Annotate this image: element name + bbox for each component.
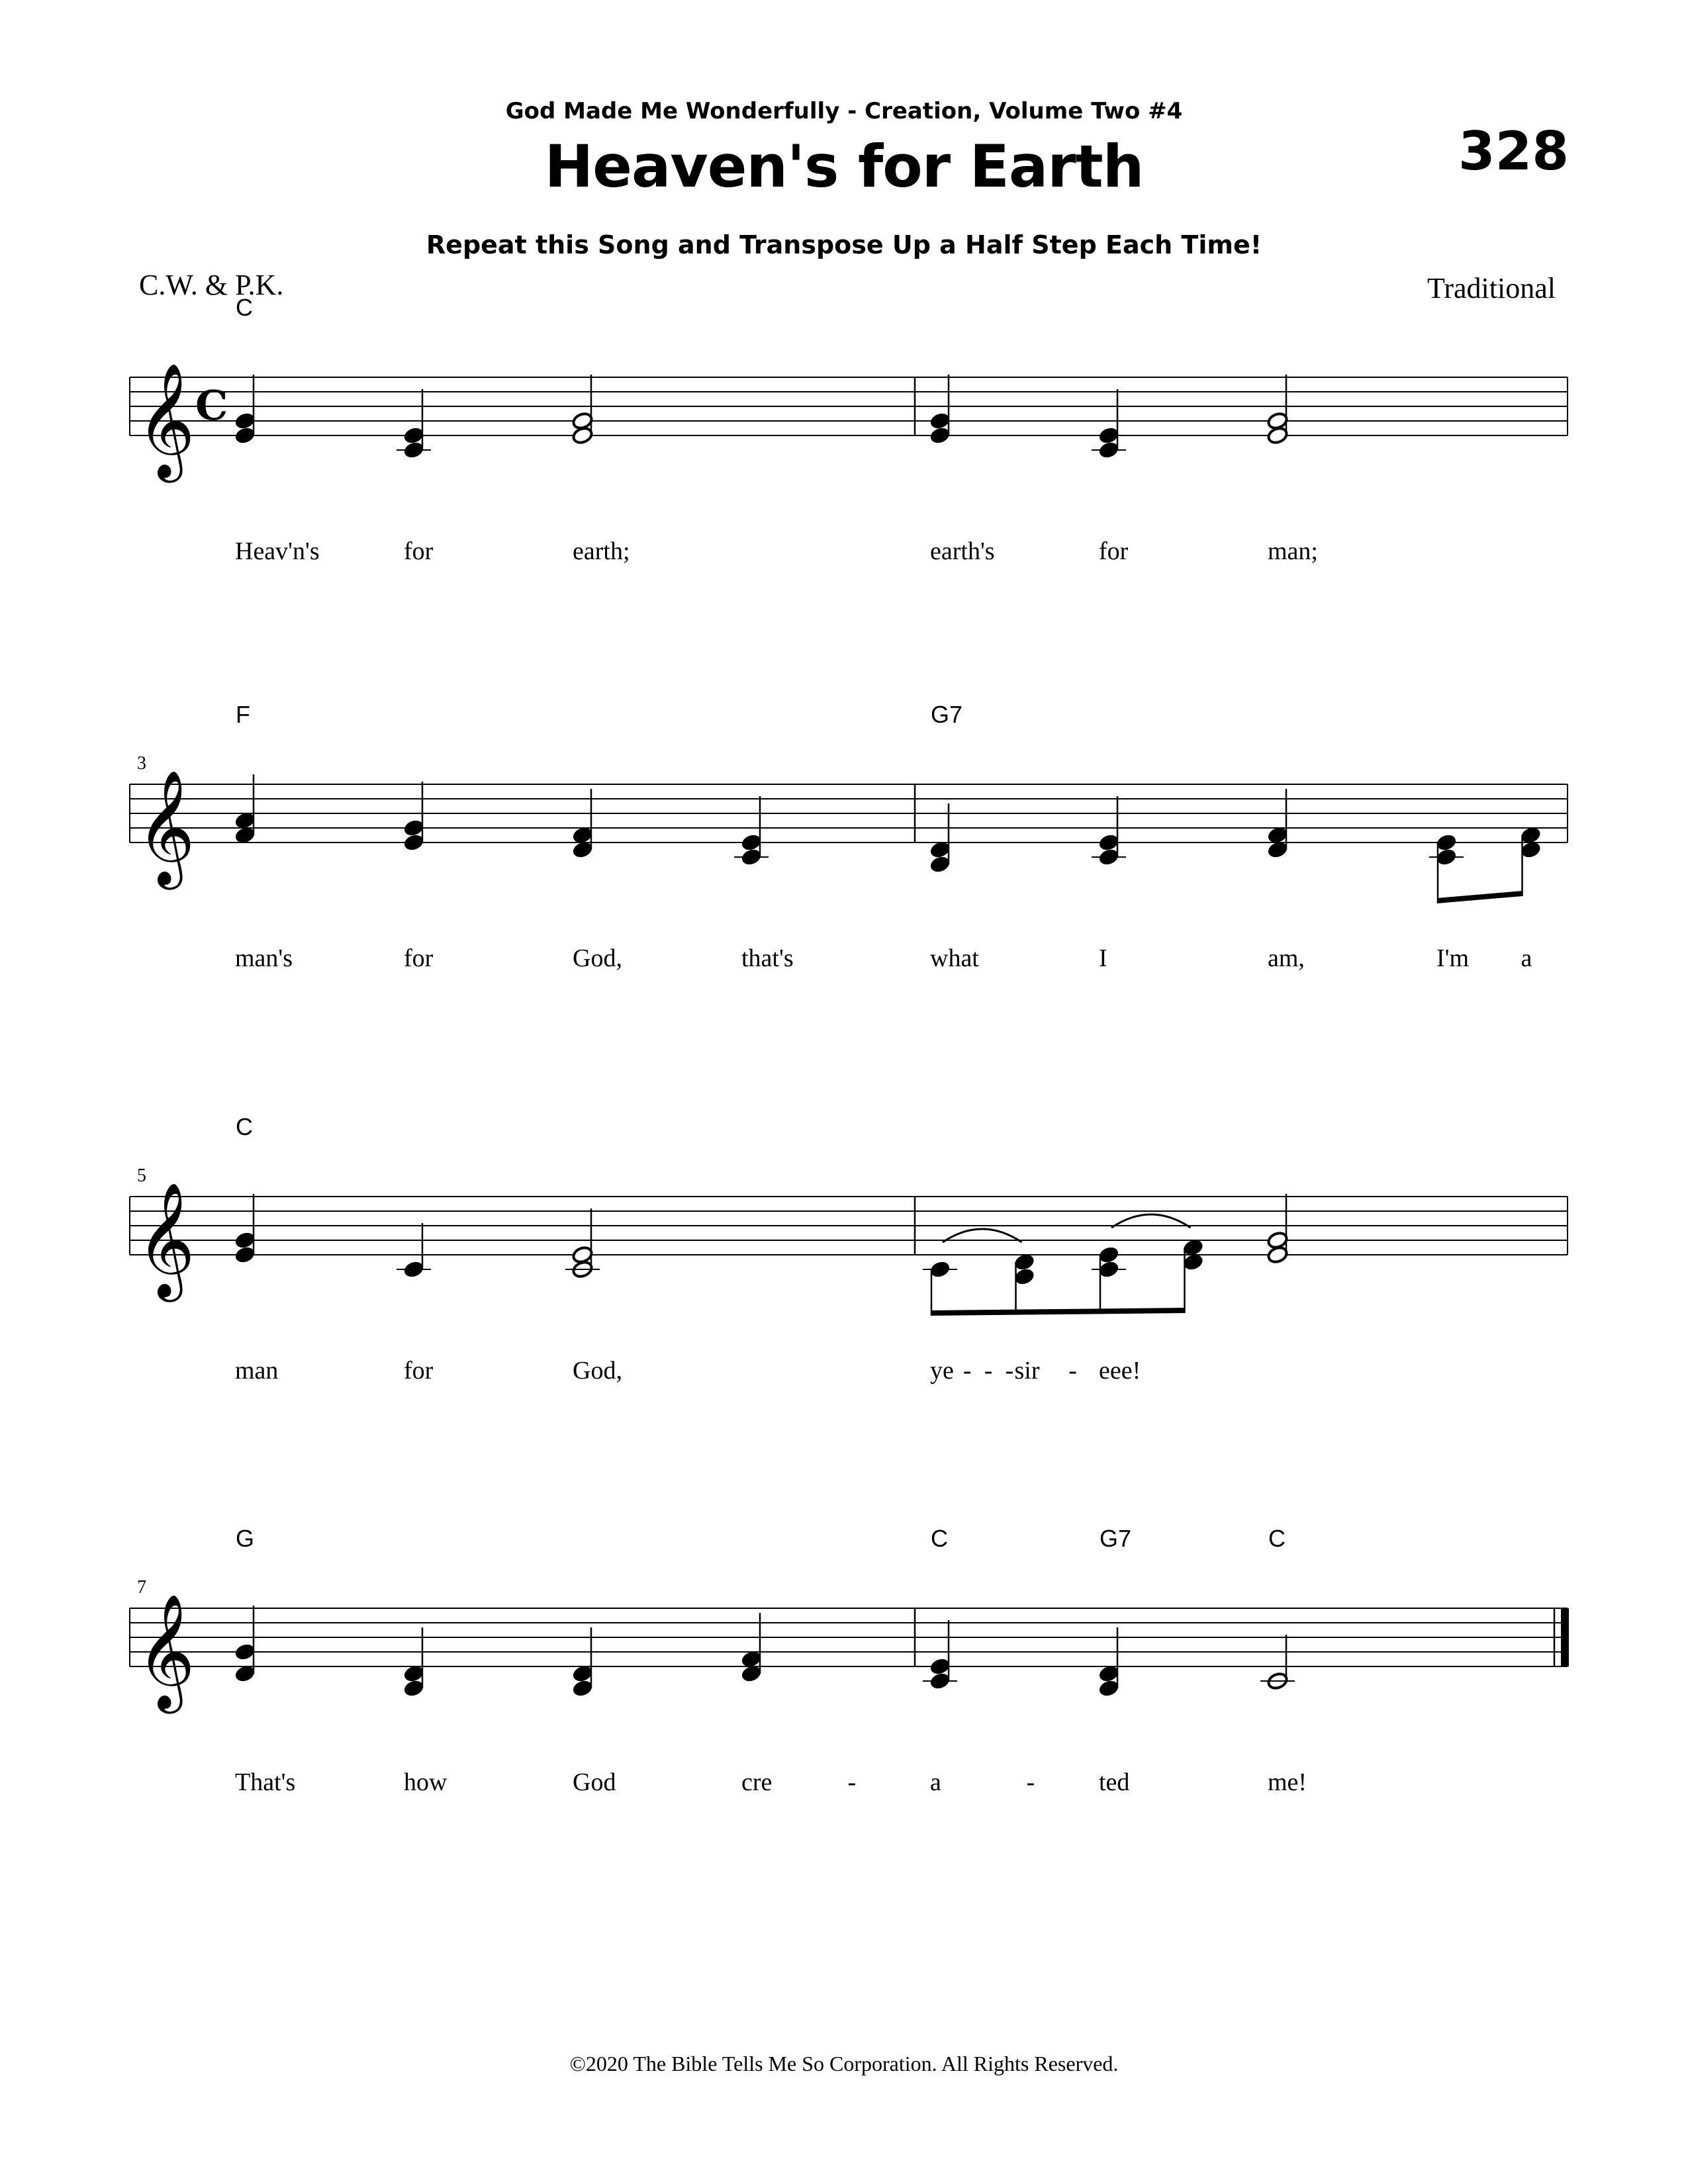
lyric-syllable: God, xyxy=(573,1357,622,1385)
chord-symbol: C xyxy=(236,1113,253,1140)
lyric-syllable: God, xyxy=(573,944,622,972)
treble-clef-icon: 𝄞 xyxy=(136,363,195,478)
lyric-syllable: a xyxy=(930,1768,941,1796)
lyric-syllable: earth's xyxy=(930,537,995,565)
time-signature: C xyxy=(195,381,228,430)
notehead xyxy=(1013,1267,1035,1286)
notehead xyxy=(234,1245,256,1264)
lyric-syllable: cre xyxy=(741,1768,773,1796)
notehead xyxy=(234,426,256,445)
staff-system xyxy=(130,1113,1568,1385)
notehead xyxy=(1098,1245,1119,1264)
treble-clef-icon: 𝄞 xyxy=(136,1182,195,1297)
note-chord xyxy=(234,375,256,445)
lyric-syllable: earth; xyxy=(573,537,630,565)
lyric-syllable: man xyxy=(235,1357,279,1385)
lyric-syllable: I'm xyxy=(1436,944,1470,972)
lyric-syllable: I xyxy=(1099,944,1107,972)
lyric-syllable: how xyxy=(404,1768,447,1796)
chord-symbol: G7 xyxy=(1100,1525,1132,1552)
note-chord xyxy=(1520,825,1542,896)
notehead xyxy=(929,854,951,874)
notehead xyxy=(929,411,951,430)
notehead xyxy=(571,426,593,445)
notehead xyxy=(234,411,256,430)
note-chord xyxy=(1092,389,1126,460)
notehead xyxy=(402,833,424,852)
note-beam xyxy=(931,1308,1186,1316)
lyric-syllable: - xyxy=(847,1768,857,1796)
lyric-syllable: for xyxy=(404,537,434,565)
notehead xyxy=(1266,426,1288,445)
note-chord xyxy=(565,1208,600,1279)
treble-clef-icon: 𝄞 xyxy=(136,1594,195,1709)
lyric-syllable: am, xyxy=(1268,944,1305,972)
lyric-syllable: for xyxy=(404,1357,434,1385)
note-chord xyxy=(734,796,769,867)
lyric-syllable: ted xyxy=(1099,1768,1130,1796)
chord-symbol: G xyxy=(236,1525,255,1552)
note-chord xyxy=(923,1620,957,1691)
staff-system xyxy=(130,701,1568,972)
note-chord xyxy=(1182,1238,1204,1313)
chord-symbol: F xyxy=(236,701,250,728)
notehead xyxy=(1435,833,1457,852)
note-chord xyxy=(397,389,431,460)
lyric-syllable: sir xyxy=(1014,1357,1040,1385)
lyric-syllable: what xyxy=(930,944,979,972)
lyric-syllable: - xyxy=(1026,1768,1035,1796)
lyric-syllable: That's xyxy=(235,1768,296,1796)
staff-system xyxy=(130,1525,1569,1796)
lyricist-credit: C.W. & P.K. xyxy=(139,269,284,301)
lyric-syllable: - xyxy=(1068,1357,1077,1385)
note-chord xyxy=(1266,375,1288,445)
lyric-syllable: - xyxy=(962,1357,972,1385)
note-chord xyxy=(402,782,424,852)
note-chord xyxy=(1260,1635,1295,1691)
copyright-notice: ©2020 The Bible Tells Me So Corporation. All Rights Reserved. xyxy=(569,2052,1119,2075)
notehead xyxy=(1266,1245,1288,1264)
notehead xyxy=(234,1230,256,1250)
note-chord xyxy=(571,375,593,445)
note-chord xyxy=(397,1223,431,1279)
staff-system xyxy=(130,294,1568,565)
lyric-syllable: man; xyxy=(1268,537,1318,565)
chord-symbol: C xyxy=(931,1525,948,1552)
chord-symbol: C xyxy=(236,294,253,321)
lyric-syllable: for xyxy=(1099,537,1129,565)
composer-credit: Traditional xyxy=(1427,272,1556,304)
notehead xyxy=(402,1678,424,1698)
notehead xyxy=(234,1642,256,1661)
lyric-syllable: for xyxy=(404,944,434,972)
notehead xyxy=(929,426,951,445)
chord-symbol: C xyxy=(1268,1525,1286,1552)
lyric-syllable: ye xyxy=(930,1357,954,1385)
notehead xyxy=(1098,426,1119,445)
notehead xyxy=(402,426,424,445)
final-barline xyxy=(1561,1608,1569,1666)
lyric-syllable: eee! xyxy=(1099,1357,1141,1385)
note-chord xyxy=(1266,1194,1288,1265)
note-beam xyxy=(1437,891,1523,903)
notehead xyxy=(740,833,762,852)
note-chord xyxy=(234,1606,256,1684)
notehead xyxy=(1098,833,1119,852)
note-chord xyxy=(1092,1245,1126,1314)
measure-number: 7 xyxy=(137,1577,146,1598)
note-chord xyxy=(923,1259,957,1316)
lyric-syllable: God xyxy=(573,1768,616,1796)
treble-clef-icon: 𝄞 xyxy=(136,770,195,885)
song-title: Heaven's for Earth xyxy=(544,132,1144,201)
note-chord xyxy=(929,375,951,445)
note-chord xyxy=(1013,1252,1035,1314)
note-chord xyxy=(1092,796,1126,867)
notehead xyxy=(929,1657,951,1676)
chord-symbol: G7 xyxy=(931,701,963,728)
lyric-syllable: - xyxy=(1005,1357,1014,1385)
note-chord xyxy=(234,1194,256,1265)
lyric-syllable: Heav'n's xyxy=(235,537,320,565)
notehead xyxy=(402,818,424,837)
lyric-syllable: me! xyxy=(1268,1768,1307,1796)
lyric-syllable: - xyxy=(984,1357,993,1385)
performance-instruction: Repeat this Song and Transpose Up a Half Step Each Time! xyxy=(426,230,1262,259)
collection-title: God Made Me Wonderfully - Creation, Volume Two #4 xyxy=(505,98,1183,124)
measure-number: 5 xyxy=(137,1165,146,1186)
notehead xyxy=(1098,1678,1119,1698)
measure-number: 3 xyxy=(137,753,146,774)
note-chord xyxy=(1429,833,1464,903)
lyric-syllable: man's xyxy=(235,944,293,972)
lyric-syllable: a xyxy=(1521,944,1532,972)
song-number: 328 xyxy=(1458,120,1569,182)
notehead xyxy=(571,1678,593,1698)
lyric-syllable: that's xyxy=(741,944,794,972)
